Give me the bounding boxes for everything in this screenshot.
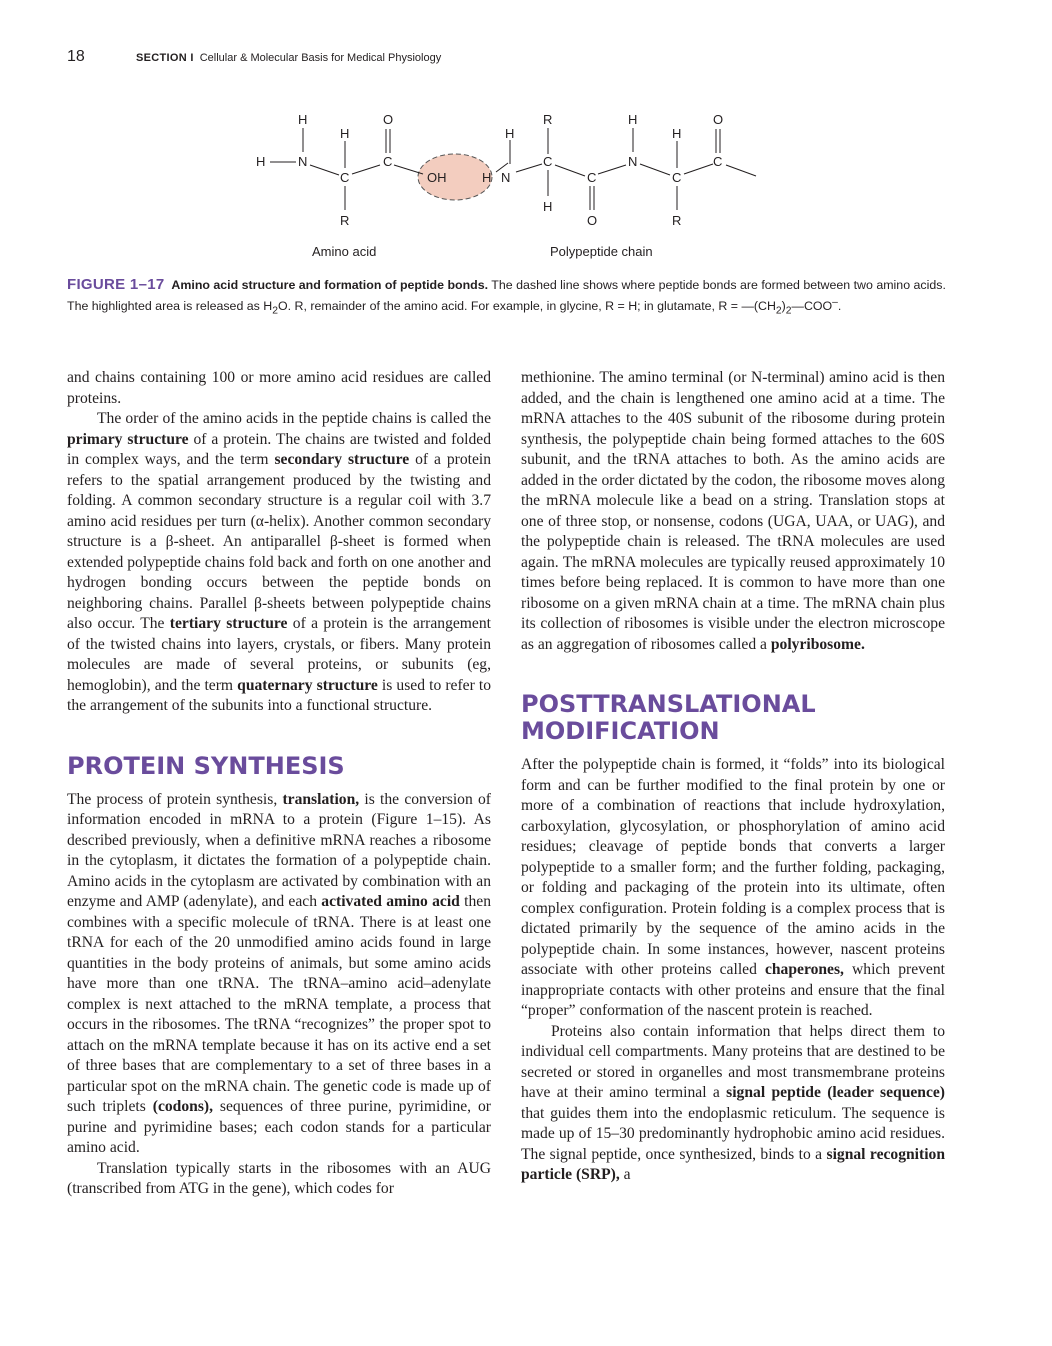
caption-subscript: 2 <box>785 305 792 317</box>
atom-n: N <box>298 154 308 169</box>
paragraph: and chains containing 100 or more amino acid residues are called proteins. <box>67 369 491 407</box>
atom-oh: OH <box>427 170 447 185</box>
atom-c: C <box>340 170 350 185</box>
peptide-structure-diagram <box>240 108 780 268</box>
section-heading-posttranslational-modification: POSTTRANSLATIONAL MODIFICATION <box>521 690 816 745</box>
atom-o: O <box>383 112 394 127</box>
atom-r: R <box>672 213 682 228</box>
term-signal-peptide: signal peptide (leader sequence) <box>726 1084 945 1101</box>
atom-c: C <box>383 154 393 169</box>
term-chaperones: chaperones, <box>764 961 844 978</box>
term-polyribosome: polyribosome. <box>770 635 865 653</box>
running-head <box>136 52 441 64</box>
term-translation: translation, <box>282 790 360 808</box>
book-title: Cellular & Molecular Basis for Medical Physiology <box>199 52 442 64</box>
caption-subscript: 2 <box>272 305 279 317</box>
atom-h: H <box>505 126 515 141</box>
figure-title: Amino acid structure and formation of peptide bonds. <box>171 278 489 292</box>
term-secondary-structure: secondary structure <box>274 451 410 468</box>
atom-r: R <box>543 112 553 127</box>
atom-h: H <box>628 112 638 127</box>
paragraph: After the polypeptide chain is formed, it “folds” into its biological form and can be further modified to the final protein by one or more of a combination of reactions that include hydroxylation, carboxylation, glycosylation, or phosphorylation of amino acid residues; cleavage of peptide bonds that converts a larger polypeptide to a smaller form; and the further folding, packaging, or folding and packaging of the protein into its ultimate, often complex configuration. Protein folding is a complex process that is dictated primarily by the sequence of the amino acids in the polypeptide chain. In some instances, however, nascent proteins associate with other proteins called chaperones, which prevent inappropriate contacts with other proteins and ensure that the final “proper” conformation of the nascent protein is reached. <box>521 756 945 1019</box>
caption-text: The dashed line shows where peptide bonds are formed between two amino acids. The highlighted area is released as H <box>67 278 946 314</box>
atom-c: C <box>543 154 553 169</box>
term-tertiary-structure: tertiary structure <box>169 615 288 632</box>
figure-caption <box>67 276 967 320</box>
atom-h: H <box>298 112 308 127</box>
caption-subscript: 2 <box>775 305 782 317</box>
right-column <box>521 368 945 1186</box>
left-column <box>67 368 491 1200</box>
caption-superscript: – <box>832 297 838 308</box>
atom-h: H <box>672 126 682 141</box>
caption-paren: ) <box>781 299 786 314</box>
atom-n: N <box>501 170 511 185</box>
term-codons: (codons), <box>152 1098 213 1115</box>
atom-c: C <box>672 170 682 185</box>
atom-h: H <box>482 170 492 185</box>
peptide-bond-figure <box>240 108 780 268</box>
figure-label-polypeptide-chain: Polypeptide chain <box>550 244 653 259</box>
caption-text: O. R, remainder of the amino acid. For example, in glycine, R = H; in glutamate, R = —(CH <box>278 299 776 314</box>
paragraph: Translation typically starts in the ribosomes with an AUG (transcribed from ATG in the gene), which codes for <box>67 1159 491 1197</box>
atom-o: O <box>713 112 724 127</box>
term-quaternary-structure: quaternary structure <box>237 676 378 694</box>
page-number: 18 <box>67 48 85 65</box>
term-srp: signal recognition particle (SRP), <box>521 1145 946 1183</box>
paragraph: The process of protein synthesis, translation, is the conversion of information encoded in mRNA to a protein (Figure 1–15). As described previously, when a definitive mRNA reaches a ribosome in the cytoplasm, it dictates the formation of a polypeptide chain. Amino acids in the cytoplasm are activated by combination with an enzyme and AMP (adenylate), and each activated amino acid then combines with a specific molecule of tRNA. There is at least one tRNA for each of the 20 unmodified amino acids found in large quantities in the body proteins of animals, but some amino acids have more than one tRNA. The tRNA–amino acid–adenylate complex is next attached to the mRNA template, a process that occurs in the ribosomes. The tRNA “recognizes” the proper spot to attach on the mRNA template because it has on its active end a set of three bases that are complementary to a set of three bases in a particular spot on the mRNA chain. The genetic code is made up of such triplets (codons), sequences of three purine, pyrimidine, or purine and pyrimidine bases; each codon stands for a particular amino acid. <box>67 790 491 1156</box>
figure-number: FIGURE 1–17 <box>67 276 165 293</box>
paragraph: Proteins also contain information that helps direct them to individual cell compartments. Many proteins that are destined to be secreted or stored in organelles and most transmembrane proteins have at their amino terminal a signal peptide (leader sequence) that guides them into the endoplasmic reticulum. The sequence is made up of 15–30 predominantly hydrophobic amino acid residues. The signal peptide, once synthesized, binds to a signal recognition particle (SRP), a <box>521 1022 946 1183</box>
atom-n: N <box>628 154 638 169</box>
atom-o: O <box>587 213 598 228</box>
section-heading-protein-synthesis: PROTEIN SYNTHESIS <box>67 751 345 780</box>
term-activated-amino-acid: activated amino acid <box>321 893 460 910</box>
atom-h: H <box>543 199 553 214</box>
term-primary-structure: primary structure <box>67 430 189 448</box>
paragraph: methionine. The amino terminal (or N-terminal) amino acid is then added, and the chain is lengthened one amino acid at a time. The mRNA attaches to the 40S subunit of the ribosome during protein synthesis, the polypeptide chain being formed attaches to the 60S subunit, and the tRNA attaches to both. As the amino acids are added in the order dictated by the codon, the ribosome moves along the mRNA molecule like a bead on a string. Translation stops at one of three stop, or nonsense, codons (UGA, UAA, or UAG), and the polypeptide chain is released. The tRNA molecules are used again. The mRNA molecules are typically reused approximately 10 times before being replaced. It is common to have more than one ribosome on a given mRNA chain at a time. The mRNA chain plus its collection of ribosomes is visible under the electron microscope as an aggregation of ribosomes called a polyribosome. <box>521 369 945 653</box>
section-label: SECTION I <box>136 52 194 64</box>
atom-h: H <box>340 126 350 141</box>
caption-text: . <box>837 299 842 314</box>
paragraph: The order of the amino acids in the peptide chains is called the primary structure of a protein. The chains are twisted and folded in complex ways, and the term secondary structure of a protein refers to the spatial arrangement produced by the twisting and folding. A common secondary structure is a regular coil with 3.7 amino acid residues per turn (α-helix). Another common secondary structure is a β-sheet. An antiparallel β-sheet is formed when extended polypeptide chains fold back and forth on one another and hydrogen bonding occurs between the peptide bonds on neighboring chains. Parallel β-sheets between polypeptide chains also occur. The tertiary structure of a protein is the arrangement of the twisted chains into layers, crystals, or fibers. Many protein molecules are made of several proteins, or subunits (eg, hemoglobin), and the term quaternary structure is used to refer to the arrangement of the subunits into a functional structure. <box>67 410 492 714</box>
figure-label-amino-acid: Amino acid <box>312 244 377 259</box>
atom-c: C <box>713 154 723 169</box>
caption-text: —COO <box>791 299 833 314</box>
atom-c: C <box>587 170 597 185</box>
atom-r: R <box>340 213 350 228</box>
atom-h: H <box>256 154 266 169</box>
